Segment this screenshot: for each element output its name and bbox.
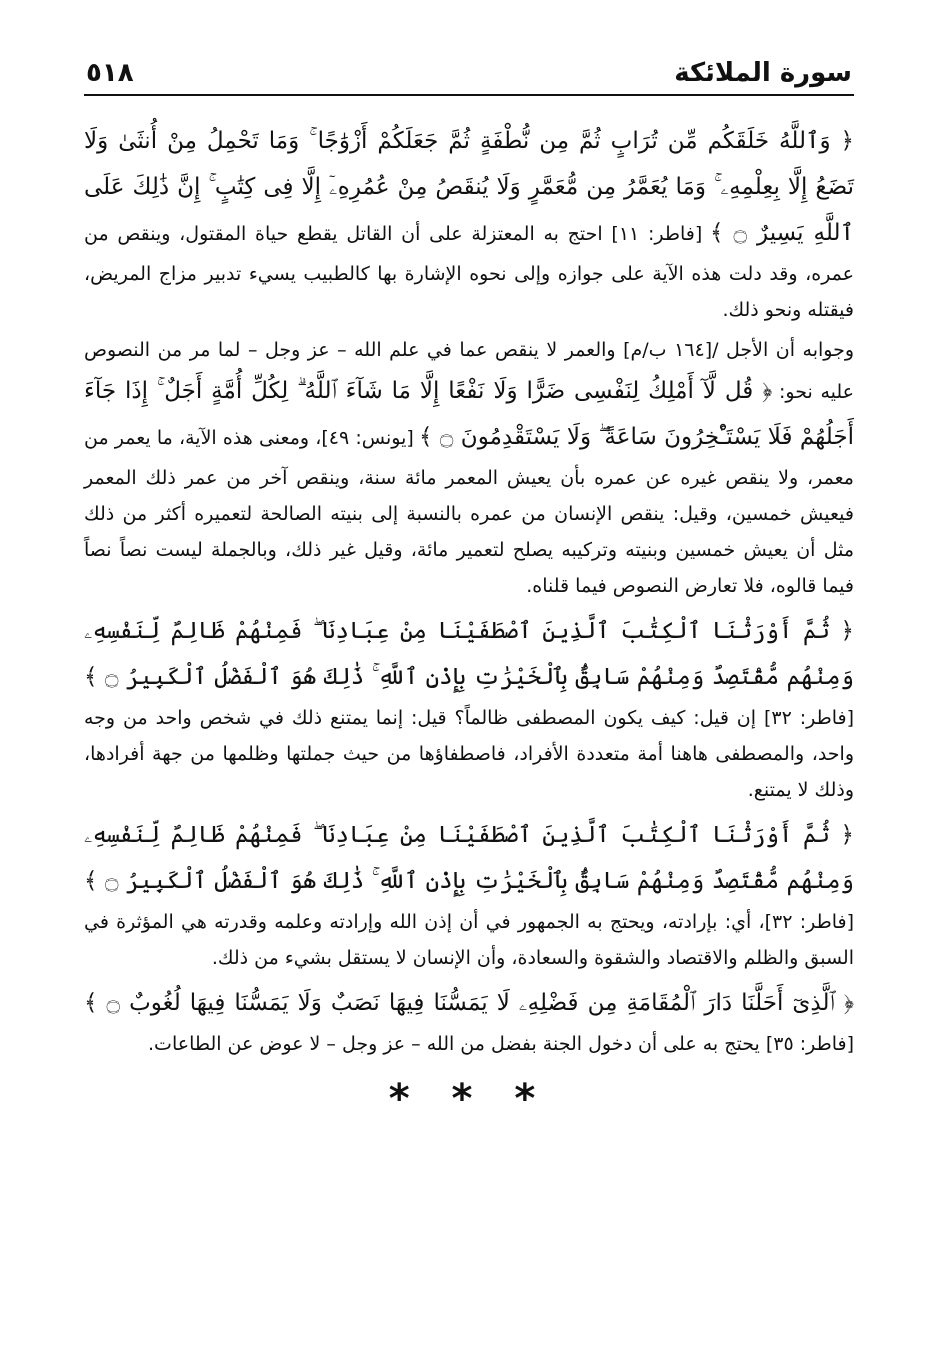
section-separator: * * * <box>388 1076 550 1122</box>
quran-verse: ﴿ قُل لَّآ أَمْلِكُ لِنَفْسِى ضَرًّا وَلَا نَفْعًا إِلَّا مَا شَآءَ ٱللَّهُ ۗ لِكُلِّ أُمَّةٍ أَجَلٌ ۚ إِذَا جَآءَ أَجَلُهُمْ فَلَا يَسْتَـْٔخِرُونَ سَاعَةً ۖ وَلَا يَسْتَقْدِمُونَ ۝ ﴾ <box>84 378 854 450</box>
paragraph-4 <box>84 812 854 976</box>
paragraph-1 <box>84 118 854 328</box>
commentary-text: [فاطر: ٣٥] يحتج به على أن دخول الجنة بفضل من الله – عز وجل – لا عوض عن الطاعات. <box>148 1033 854 1055</box>
commentary-text: [فاطر: ٣٢] إن قيل: كيف يكون المصطفى ظالماً؟ قيل: إنما يمتنع ذلك في شخص واحد من وجه واحد، والمصطفى هاهنا أمة متعددة الأفراد، فاصطفاؤها من حيث جملتها وظلمها من جهة أفرادها، وذلك لا يمتنع. <box>84 707 854 801</box>
paragraph-2 <box>84 332 854 604</box>
paragraph-5 <box>84 980 854 1062</box>
quran-verse: ﴿ ٱلَّذِىٓ أَحَلَّنَا دَارَ ٱلْمُقَامَةِ مِن فَضْلِهِۦ لَا يَمَسُّنَا فِيهَا نَصَبٌ وَلَا يَمَسُّنَا فِيهَا لُغُوبٌ ۝ ﴾ <box>84 990 854 1016</box>
book-page <box>84 40 854 1122</box>
quran-verse: ﴿ ثُمَّ أَوْرَثْنَا ٱلْكِتَٰبَ ٱلَّذِينَ ٱصْطَفَيْنَا مِنْ عِبَادِنَا ۖ فَمِنْهُمْ ظَالِمٌ لِّنَفْسِهِۦ وَمِنْهُم مُّقْتَصِدٌ وَمِنْهُمْ سَابِقٌۢ بِٱلْخَيْرَٰتِ بِإِذْنِ ٱللَّهِ ۚ ذَٰلِكَ هُوَ ٱلْفَضْلُ ٱلْكَبِيرُ ۝ ﴾ <box>84 618 854 690</box>
commentary-text: [فاطر: ٣٢]، أي: بإرادته، ويحتج به الجمهور في أن إذن الله وإرادته وعلمه وقدرته هي المؤثرة في السبق والظلم والاقتصاد والشقوة والسعادة، وأن الإنسان لا يستقل بشيء من ذلك. <box>84 911 854 969</box>
page-body <box>84 118 854 1122</box>
paragraph-3 <box>84 608 854 808</box>
page-header <box>84 40 854 96</box>
quran-verse: ﴿ وَٱللَّهُ خَلَقَكُم مِّن تُرَابٍ ثُمَّ مِن نُّطْفَةٍ ثُمَّ جَعَلَكُمْ أَزْوَٰجًا ۚ وَمَا تَحْمِلُ مِنْ أُنثَىٰ وَلَا تَضَعُ إِلَّا بِعِلْمِهِۦ ۚ وَمَا يُعَمَّرُ مِن مُّعَمَّرٍ وَلَا يُنقَصُ مِنْ عُمُرِهِۦٓ إِلَّا فِى كِتَٰبٍ ۚ إِنَّ ذَٰلِكَ عَلَى ٱللَّهِ يَسِيرٌ ۝ ﴾ <box>84 128 854 246</box>
commentary-text: وجوابه أن الأجل /[١٦٤ ب/م] والعمر لا ينقص عما في علم الله – عز وجل – لما مر من النصوص عليه نحو: <box>84 339 855 403</box>
quran-verse: ﴿ ثُمَّ أَوْرَثْنَا ٱلْكِتَٰبَ ٱلَّذِينَ ٱصْطَفَيْنَا مِنْ عِبَادِنَا ۖ فَمِنْهُمْ ظَالِمٌ لِّنَفْسِهِۦ وَمِنْهُم مُّقْتَصِدٌ وَمِنْهُمْ سَابِقٌۢ بِٱلْخَيْرَٰتِ بِإِذْنِ ٱللَّهِ ۚ ذَٰلِكَ هُوَ ٱلْفَضْلُ ٱلْكَبِيرُ ۝ ﴾ <box>84 822 854 894</box>
surah-name: سورة الملائكة <box>674 58 852 88</box>
commentary-text: [فاطر: ١١] احتج به المعتزلة على أن القاتل يقطع حياة المقتول، وينقص من عمره، وقد دلت هذه الآية على جوازه وإلى نحوه الإشارة بها كالطبيب يسيء تدبير مزاج المريض، فيقتله ونحو ذلك. <box>84 223 854 321</box>
commentary-text: [يونس: ٤٩]، ومعنى هذه الآية، ما يعمر من معمر، ولا ينقص غيره عن عمره بأن يعيش المعمر مائة سنة، وينقص آخر من عمر ذلك المعمر فيعيش خمسين، وقيل: ينقص الإنسان من عمره بالنسبة إلى بنيته الصالحة لتعميره أكثر من ذلك مثل أن يعيش خمسين وبنيته وتركيبه يصلح لتعمير مائة، وقيل غير ذلك، وبالجملة ليست نصاً نصاً فيما قالوه، فلا تعارض النصوص فيما قلناه. <box>84 427 854 597</box>
page-number: ٥١٨ <box>86 58 134 88</box>
